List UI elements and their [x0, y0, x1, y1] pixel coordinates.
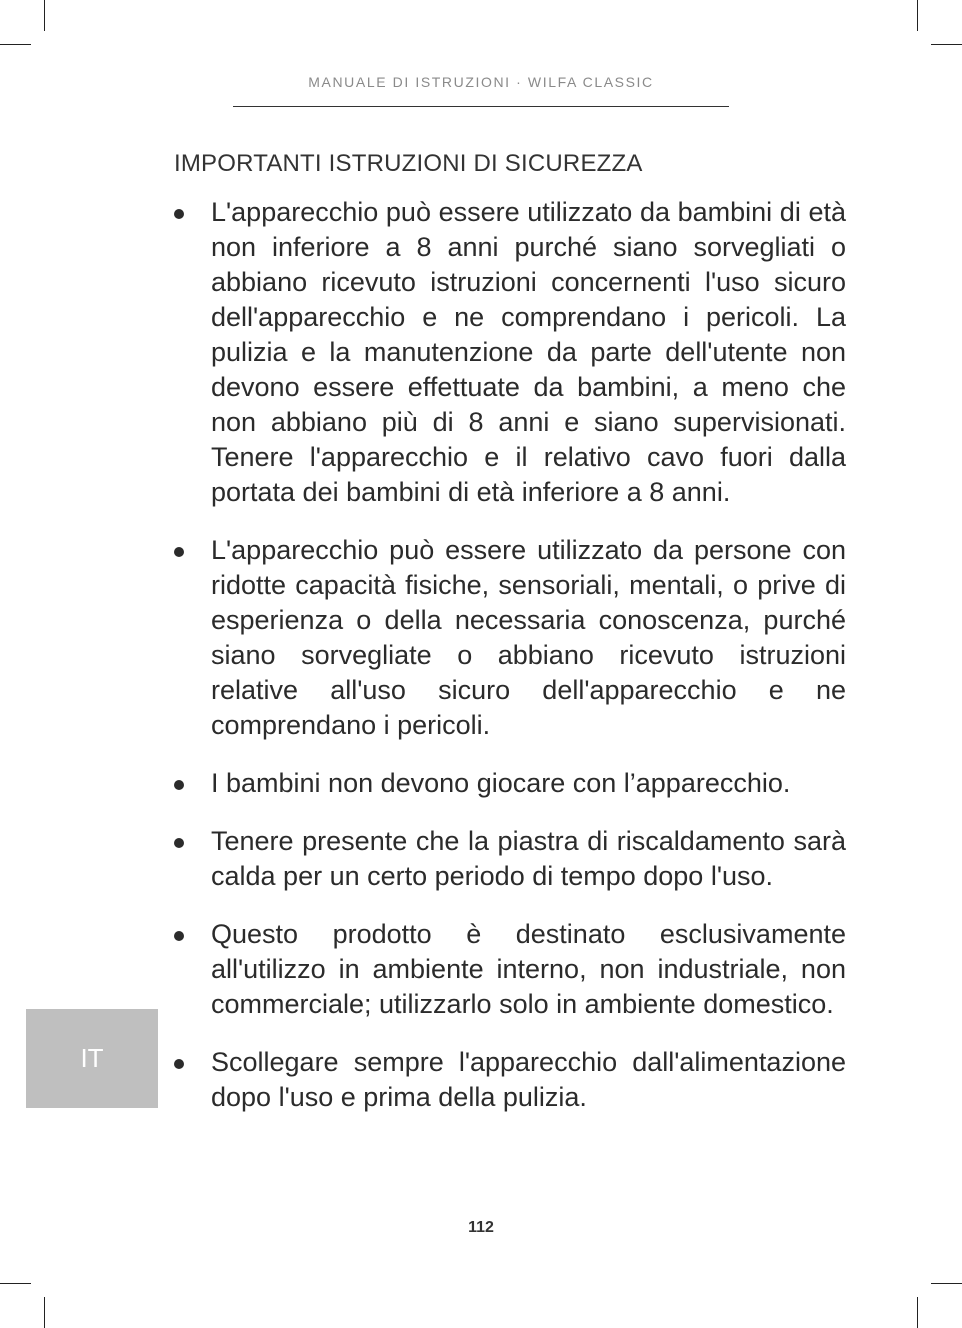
bullet-icon — [174, 780, 184, 790]
list-item-text: L'apparecchio può essere utilizzato da bambini di età non inferiore a 8 anni purché siano sorvegliati o abbiano ricevuto istruzioni concernenti l'uso sicuro dell'apparecchio e ne comprendano i pericoli. La pulizia e la manutenzione da parte dell'utente non devono essere effettuate da bambini, a meno che non abbiano più di 8 anni e siano supervisionati. Tenere l'apparecchio e il relativo cavo fuori dalla portata dei bambini di età inferiore a 8 anni. — [211, 197, 846, 507]
crop-mark-bottom-left-horizontal — [0, 1283, 31, 1284]
language-tab-label: IT — [80, 1043, 104, 1073]
bullet-icon — [174, 547, 184, 557]
crop-mark-top-left-horizontal — [0, 44, 31, 45]
crop-mark-bottom-left-vertical — [44, 1297, 45, 1328]
list-item-text: Tenere presente che la piastra di riscaldamento sarà calda per un certo periodo di tempo dopo l'uso. — [211, 826, 846, 891]
language-tab — [26, 1009, 158, 1108]
page-number: 112 — [468, 1219, 494, 1236]
list-item-text: L'apparecchio può essere utilizzato da persone con ridotte capacità fisiche, sensoriali, mentali, o prive di esperienza o della necessaria conoscenza, purché siano sorvegliate o abbiano ricevuto istruzioni relative all'uso sicuro dell'apparecchio e ne comprendano i pericoli. — [211, 535, 846, 740]
list-item — [174, 1045, 846, 1115]
bullet-icon — [174, 838, 184, 848]
list-item — [174, 824, 846, 894]
section-title: IMPORTANTI ISTRUZIONI DI SICUREZZA — [174, 150, 643, 177]
bullet-icon — [174, 931, 184, 941]
crop-mark-top-right-vertical — [917, 0, 918, 31]
crop-mark-bottom-right-horizontal — [931, 1283, 962, 1284]
running-header: MANUALE DI ISTRUZIONI · WILFA CLASSIC — [308, 74, 654, 90]
list-item — [174, 533, 846, 743]
bullet-icon — [174, 1059, 184, 1069]
header-divider — [233, 106, 729, 107]
crop-mark-top-right-horizontal — [931, 44, 962, 45]
crop-mark-bottom-right-vertical — [917, 1297, 918, 1328]
list-item — [174, 917, 846, 1022]
list-item-text: I bambini non devono giocare con l’apparecchio. — [211, 768, 791, 798]
list-item-text: Scollegare sempre l'apparecchio dall'alimentazione dopo l'uso e prima della pulizia. — [211, 1047, 846, 1112]
bullet-icon — [174, 209, 184, 219]
list-item-text: Questo prodotto è destinato esclusivamente all'utilizzo in ambiente interno, non industriale, non commerciale; utilizzarlo solo in ambiente domestico. — [211, 919, 846, 1019]
list-item — [174, 766, 846, 801]
safety-instructions-list — [174, 195, 846, 1115]
crop-mark-top-left-vertical — [44, 0, 45, 31]
list-item — [174, 195, 846, 510]
